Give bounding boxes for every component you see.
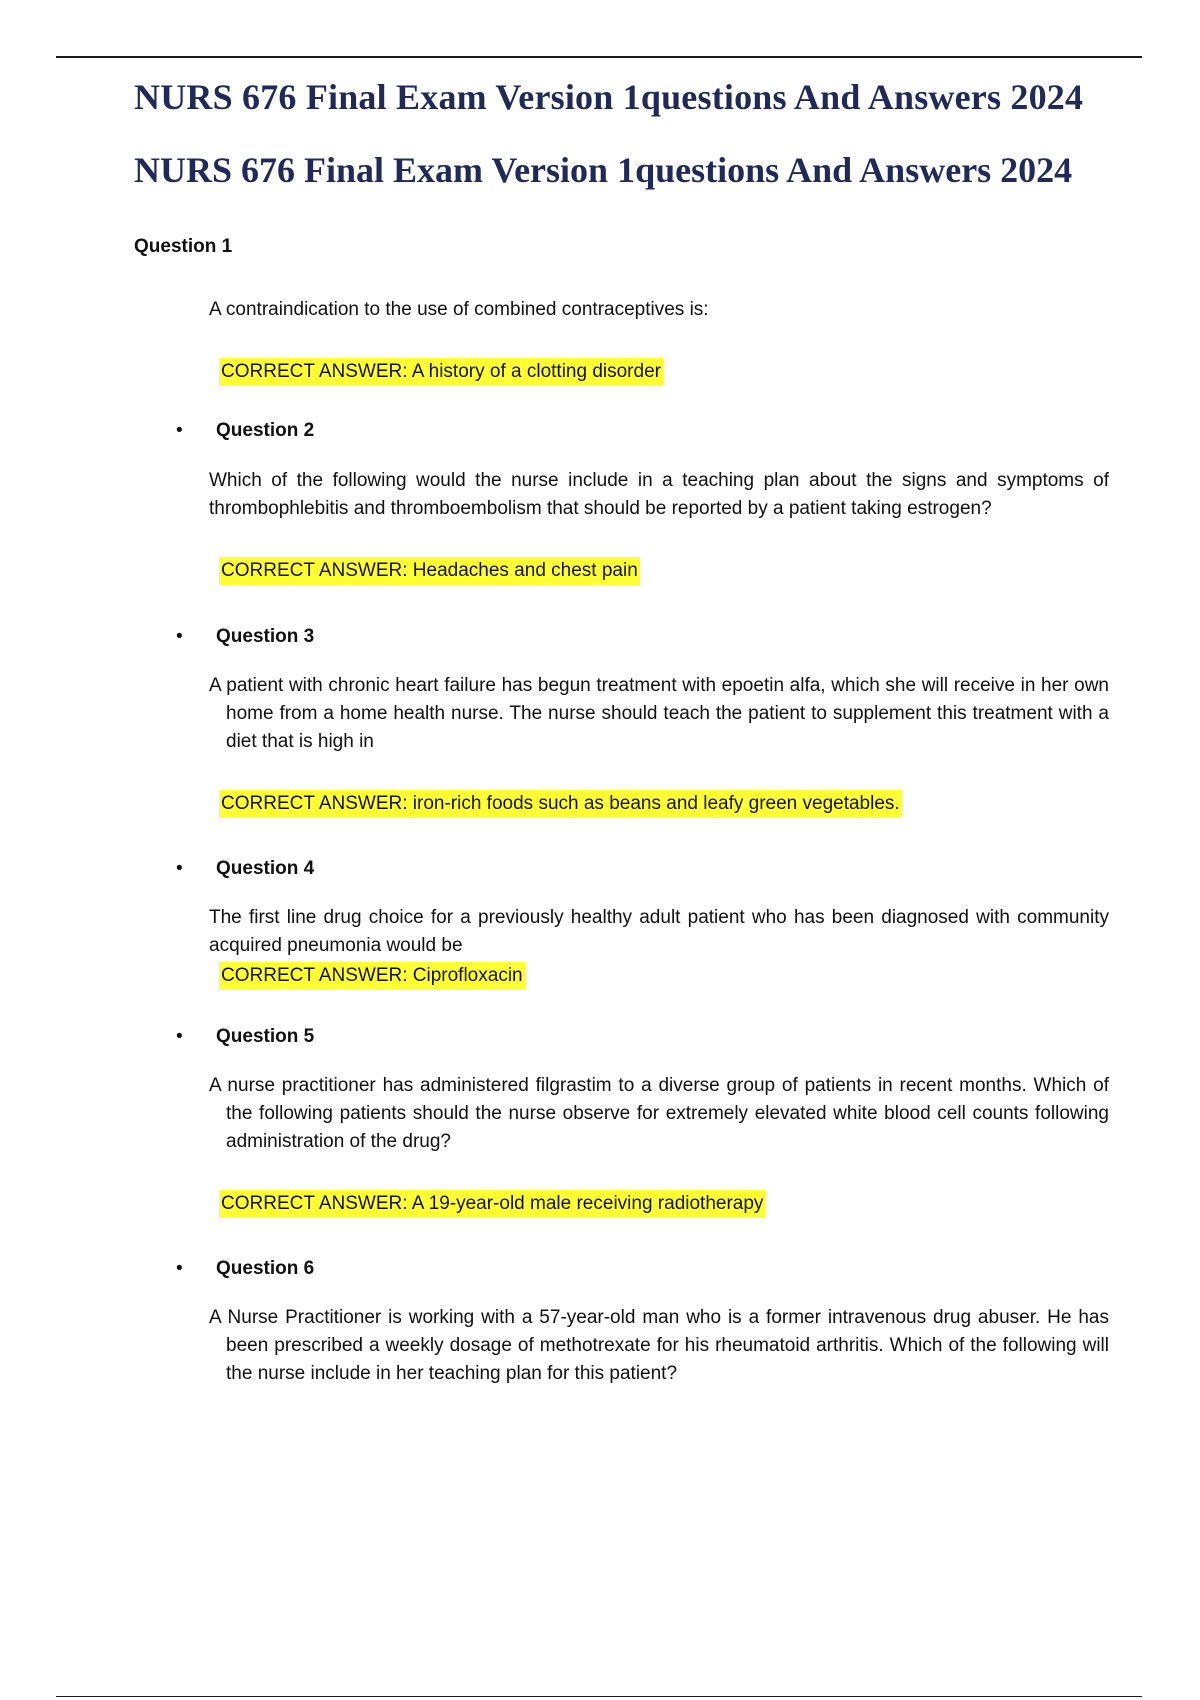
question-5-heading <box>176 1026 314 1048</box>
question-2-answer: CORRECT ANSWER: Headaches and chest pain <box>219 557 640 585</box>
question-3 <box>209 672 1109 818</box>
question-1-text: A contraindication to the use of combined contraceptives is: <box>209 299 709 320</box>
bottom-rule <box>56 1696 1142 1697</box>
question-2-text: Which of the following would the nurse include in a teaching plan about the signs and symptoms of thrombophlebitis and thromboembolism that should be reported by a patient taking estrogen? <box>209 470 1109 519</box>
question-4-answer: CORRECT ANSWER: Ciprofloxacin <box>219 962 525 990</box>
question-1-label: Question 1 <box>134 236 233 257</box>
question-5 <box>209 1072 1109 1218</box>
top-rule <box>56 56 1142 58</box>
bullet-icon: • <box>176 626 183 647</box>
question-1-answer: CORRECT ANSWER: A history of a clotting disorder <box>219 358 663 386</box>
question-6-heading <box>176 1258 314 1280</box>
question-4-heading <box>176 858 314 880</box>
question-2 <box>209 467 1109 585</box>
question-4-label: Question 4 <box>216 858 315 879</box>
question-5-answer: CORRECT ANSWER: A 19-year-old male receiving radiotherapy <box>219 1190 765 1218</box>
question-3-answer: CORRECT ANSWER: iron-rich foods such as beans and leafy green vegetables. <box>219 790 902 818</box>
bullet-icon: • <box>176 420 183 441</box>
bullet-icon: • <box>176 858 183 879</box>
bullet-icon: • <box>176 1258 183 1279</box>
question-3-label: Question 3 <box>216 626 315 647</box>
question-3-text: A patient with chronic heart failure has begun treatment with epoetin alfa, which she will receive in her own home from a home health nurse. The nurse should teach the patient to supplement this treatment with a diet that is high in <box>209 675 1109 752</box>
question-3-heading <box>176 626 314 648</box>
document-subtitle: NURS 676 Final Exam Version 1questions And Answers 2024 <box>134 150 1073 190</box>
question-5-text: A nurse practitioner has administered filgrastim to a diverse group of patients in recent months. Which of the following patients should the nurse observe for extremely elevated white blood cell counts following administration of the drug? <box>209 1075 1109 1152</box>
bullet-icon: • <box>176 1026 183 1047</box>
question-4 <box>209 904 1109 990</box>
question-6 <box>209 1304 1109 1388</box>
document-title: NURS 676 Final Exam Version 1questions And Answers 2024 <box>134 77 1084 117</box>
question-5-label: Question 5 <box>216 1026 315 1047</box>
question-6-label: Question 6 <box>216 1258 315 1279</box>
question-2-label: Question 2 <box>216 420 315 441</box>
question-6-text: A Nurse Practitioner is working with a 57-year-old man who is a former intravenous drug abuser. He has been prescribed a weekly dosage of methotrexate for his rheumatoid arthritis. Which of the following will the nurse include in her teaching plan for this patient? <box>209 1307 1109 1384</box>
question-4-text: The first line drug choice for a previously healthy adult patient who has been diagnosed with community acquired pneumonia would be <box>209 907 1109 956</box>
question-2-heading <box>176 420 314 442</box>
question-1 <box>209 296 1109 386</box>
